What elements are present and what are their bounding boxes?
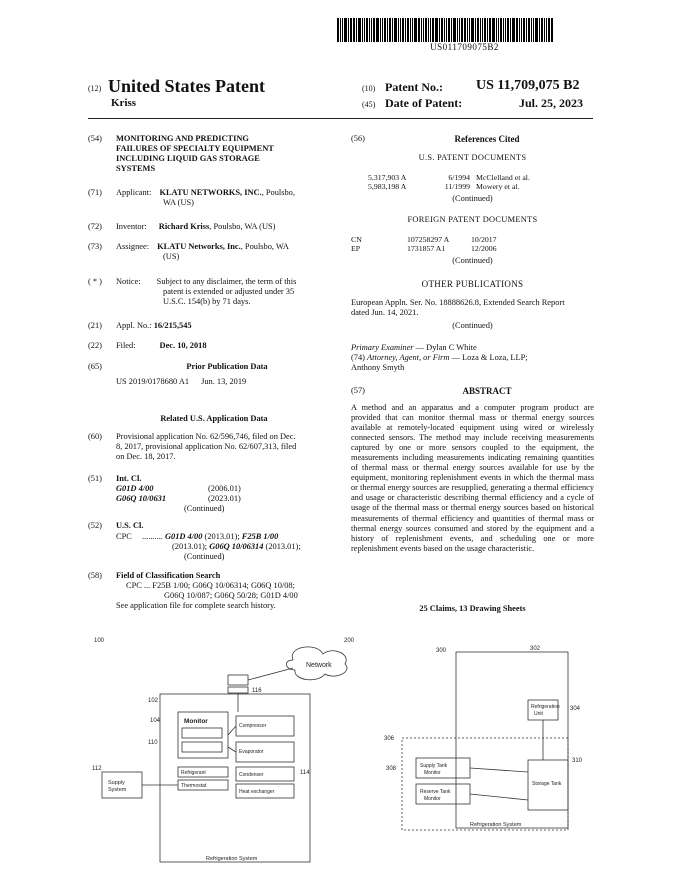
provisional-line: Provisional application No. 62/596,746, filed on Dec. bbox=[116, 432, 296, 441]
date-label: Date of Patent: bbox=[385, 96, 463, 110]
intcl-item bbox=[116, 484, 336, 494]
barcode-bar bbox=[414, 18, 417, 42]
intcl-list bbox=[116, 484, 336, 514]
barcode-bar bbox=[418, 18, 420, 42]
us-doc-name: Mowery et al. bbox=[476, 182, 520, 191]
ref-308: 308 bbox=[386, 766, 397, 772]
field-search bbox=[116, 581, 342, 611]
barcode-bar bbox=[421, 18, 422, 42]
foreign-doc-country: CN bbox=[351, 235, 362, 244]
examiner-name: — Dylan C White bbox=[413, 343, 477, 352]
foreign-doc-date: 10/2017 bbox=[471, 235, 497, 244]
barcode-bar bbox=[394, 18, 397, 42]
barcode-bar bbox=[402, 18, 404, 42]
applicant-location-2: WA (US) bbox=[163, 198, 194, 207]
refs-heading: References Cited bbox=[454, 134, 520, 144]
assignee-code: (73) bbox=[88, 242, 102, 251]
attorney-code: (74) bbox=[351, 353, 365, 362]
barcode-bar bbox=[441, 18, 443, 42]
barcode-bar bbox=[371, 18, 372, 42]
title-line: SYSTEMS bbox=[116, 164, 156, 173]
other-heading: OTHER PUBLICATIONS bbox=[421, 279, 524, 289]
prior-pub-date: Jun. 13, 2019 bbox=[201, 377, 247, 386]
barcode-bar bbox=[350, 18, 352, 42]
barcode-bar bbox=[373, 18, 375, 42]
reserve-tank-label: Reserve Tank bbox=[420, 789, 451, 795]
provisional-line: 8, 2017, provisional application No. 62/607,313, filed bbox=[116, 442, 297, 451]
us-docs-list bbox=[368, 173, 594, 191]
barcode-bar bbox=[516, 18, 518, 42]
supply-tank-label: Monitor bbox=[424, 770, 441, 776]
supply-tank-label: Supply Tank bbox=[420, 763, 448, 769]
filed-code: (22) bbox=[88, 341, 102, 350]
us-doc-date: 11/1999 bbox=[444, 182, 470, 191]
cpc-class: G01D 4/00 bbox=[164, 532, 203, 541]
other-publications bbox=[351, 298, 594, 318]
field-note: See application file for complete search history. bbox=[116, 601, 276, 610]
barcode-bar bbox=[533, 18, 534, 42]
network-label: Network bbox=[306, 662, 332, 669]
ref-304: 304 bbox=[570, 706, 581, 712]
barcode-bar bbox=[453, 18, 456, 42]
ref-114: 114 bbox=[300, 770, 310, 776]
applicant-code: (71) bbox=[88, 188, 102, 197]
barcode-bar bbox=[398, 18, 399, 42]
barcode-bar bbox=[464, 18, 466, 42]
prior-pub-number: US 2019/0178680 A1 bbox=[116, 377, 190, 386]
code-12: (12) bbox=[88, 84, 102, 93]
refrig-unit-label: Refrigeration bbox=[531, 704, 560, 710]
barcode-bar bbox=[457, 18, 458, 42]
applicant-location: , Poulsbo, bbox=[261, 188, 295, 197]
barcode-bar bbox=[526, 18, 527, 42]
field-line: CPC ... F25B 1/00; G06Q 10/06314; G06Q 10/08; bbox=[126, 581, 295, 590]
prior-heading: Prior Publication Data bbox=[186, 362, 268, 371]
assignee-name: KLATU Networks, Inc. bbox=[157, 242, 241, 251]
barcode-bar bbox=[492, 18, 495, 42]
barcode-bar bbox=[407, 18, 409, 42]
barcode-bar bbox=[496, 18, 497, 42]
header-rule bbox=[88, 118, 593, 119]
barcode-bar bbox=[364, 18, 365, 42]
barcode-bar bbox=[503, 18, 504, 42]
barcode-bar bbox=[507, 18, 509, 42]
barcode-bar bbox=[510, 18, 511, 42]
barcode-bar bbox=[400, 18, 401, 42]
figure-1-diagram bbox=[88, 632, 373, 872]
barcode-bar bbox=[461, 18, 463, 42]
attorney bbox=[351, 353, 594, 373]
barcode-bar bbox=[342, 18, 343, 42]
inventor bbox=[116, 222, 336, 232]
barcode-bar bbox=[348, 18, 349, 42]
notice bbox=[116, 277, 340, 307]
ref-110: 110 bbox=[148, 740, 158, 746]
reserve-tank-label: Monitor bbox=[424, 796, 441, 802]
document-type: United States Patent bbox=[108, 76, 265, 96]
refs-code: (56) bbox=[351, 134, 365, 143]
barcode-bar bbox=[448, 18, 450, 42]
assignee-location-2: (US) bbox=[163, 252, 180, 261]
heat-exchanger-label: Heat exchanger bbox=[239, 789, 275, 795]
cpc-version: (2013.01); bbox=[172, 542, 210, 551]
abstract-code: (57) bbox=[351, 386, 365, 395]
barcode-bar bbox=[435, 18, 438, 42]
foreign-heading: FOREIGN PATENT DOCUMENTS bbox=[407, 215, 538, 224]
abstract-heading: ABSTRACT bbox=[462, 386, 512, 396]
notice-line: Subject to any disclaimer, the term of this bbox=[156, 277, 297, 286]
barcode-bar bbox=[432, 18, 434, 42]
assignee-location: , Poulsbo, WA bbox=[240, 242, 289, 251]
barcode-bar bbox=[423, 18, 424, 42]
barcode bbox=[337, 18, 592, 42]
barcode-bar bbox=[475, 18, 476, 42]
field-line: G06Q 10/087; G06Q 50/28; G01D 4/00 bbox=[164, 591, 298, 600]
barcode-bar bbox=[387, 18, 388, 42]
barcode-bar bbox=[444, 18, 445, 42]
barcode-bar bbox=[392, 18, 393, 42]
intcl-class: G01D 4/00 bbox=[116, 484, 154, 493]
notice-line: U.S.C. 154(b) by 71 days. bbox=[163, 297, 251, 306]
refrigeration-system-label: Refrigeration System bbox=[470, 822, 522, 828]
applicant-label: Applicant: bbox=[116, 188, 152, 197]
barcode-bar bbox=[410, 18, 411, 42]
barcode-bar bbox=[384, 18, 386, 42]
barcode-bar bbox=[482, 18, 483, 42]
foreign-doc-num: 107258297 A bbox=[407, 235, 450, 244]
barcode-bar bbox=[546, 18, 547, 42]
barcode-bar bbox=[369, 18, 370, 42]
cpc-version: (2013.01); bbox=[202, 532, 242, 541]
intcl-class: G06Q 10/0631 bbox=[116, 494, 167, 503]
inventor-full-name: Richard Kriss bbox=[158, 222, 210, 231]
intcl-version: (2006.01) bbox=[208, 484, 241, 493]
attorney-name: — Loza & Loza, LLP; bbox=[449, 353, 528, 362]
title-line: MONITORING AND PREDICTING bbox=[116, 134, 249, 143]
prior-publication bbox=[116, 377, 338, 387]
provisional-code: (60) bbox=[88, 432, 102, 441]
barcode-bar bbox=[356, 18, 357, 42]
barcode-bar bbox=[471, 18, 474, 42]
barcode-bar bbox=[480, 18, 481, 42]
related-heading: Related U.S. Application Data bbox=[160, 414, 268, 423]
intcl-item bbox=[116, 494, 336, 504]
storage-tank-label: Storage Tank bbox=[532, 781, 562, 787]
foreign-doc-country: EP bbox=[351, 244, 361, 253]
filed-date: Dec. 10, 2018 bbox=[159, 341, 207, 350]
inventor-label: Inventor: bbox=[116, 222, 147, 231]
figure-2-diagram bbox=[380, 640, 595, 872]
title-line: FAILURES OF SPECIALTY EQUIPMENT bbox=[116, 144, 274, 153]
barcode-bar bbox=[380, 18, 381, 42]
foreign-doc-num: 1731857 A1 bbox=[407, 244, 446, 253]
ref-310: 310 bbox=[572, 758, 583, 764]
barcode-bar bbox=[498, 18, 499, 42]
barcode-bar bbox=[405, 18, 406, 42]
assignee bbox=[116, 242, 338, 262]
barcode-bar bbox=[489, 18, 491, 42]
examiner bbox=[351, 343, 594, 353]
provisional-line: on Dec. 18, 2017. bbox=[116, 452, 176, 461]
cpc-class: G06Q 10/06314 bbox=[209, 542, 264, 551]
thermostat-label: Thermostat bbox=[181, 783, 207, 789]
refrigeration-system-box bbox=[160, 694, 310, 862]
notice-code: ( * ) bbox=[88, 277, 102, 286]
field-heading: Field of Classification Search bbox=[116, 571, 221, 580]
code-45: (45) bbox=[362, 100, 376, 109]
inventor-surname: Kriss bbox=[111, 97, 137, 109]
evaporator-label: Evaporator bbox=[239, 749, 264, 755]
barcode-bar bbox=[521, 18, 522, 42]
barcode-bar bbox=[353, 18, 355, 42]
foreign-continued: (Continued) bbox=[452, 256, 493, 265]
applicant-name: KLATU NETWORKS, INC. bbox=[159, 188, 262, 197]
ref-102: 102 bbox=[148, 698, 159, 704]
us-doc-name: McClelland et al. bbox=[476, 173, 530, 182]
barcode-bar bbox=[412, 18, 413, 42]
title-code: (54) bbox=[88, 134, 102, 143]
barcode-bar bbox=[541, 18, 543, 42]
barcode-bar bbox=[548, 18, 550, 42]
assignee-label: Assignee: bbox=[116, 242, 150, 251]
monitor-label: Monitor bbox=[184, 718, 208, 725]
barcode-bar bbox=[539, 18, 540, 42]
barcode-bar bbox=[428, 18, 429, 42]
barcode-bar bbox=[358, 18, 361, 42]
foreign-doc-row bbox=[351, 235, 591, 244]
foreign-doc-date: 12/2006 bbox=[471, 244, 497, 253]
supply-label: Supply bbox=[108, 780, 125, 786]
barcode-bar bbox=[366, 18, 368, 42]
notice-label: Notice: bbox=[116, 277, 141, 286]
barcode-bar bbox=[467, 18, 468, 42]
refrigeration-unit-box bbox=[528, 700, 558, 720]
prior-code: (65) bbox=[88, 362, 102, 371]
cpc-version: (2013.01); bbox=[263, 542, 301, 551]
ref-302: 302 bbox=[530, 646, 541, 652]
intcl-code: (51) bbox=[88, 474, 102, 483]
claims-summary: 25 Claims, 13 Drawing Sheets bbox=[419, 604, 526, 613]
us-doc-num: 5,983,198 A bbox=[368, 182, 407, 191]
barcode-bar bbox=[439, 18, 440, 42]
inventor-code: (72) bbox=[88, 222, 102, 231]
barcode-bar bbox=[382, 18, 383, 42]
inventor-location: , Poulsbo, WA (US) bbox=[209, 222, 276, 231]
condenser-label: Condenser bbox=[239, 772, 264, 778]
filed bbox=[116, 341, 207, 351]
ref-112: 112 bbox=[92, 766, 102, 772]
us-doc-num: 5,317,903 A bbox=[368, 173, 407, 182]
applicant bbox=[116, 188, 336, 208]
barcode-bar bbox=[531, 18, 532, 42]
barcode-bar bbox=[505, 18, 506, 42]
field-code: (58) bbox=[88, 571, 102, 580]
uscl-continued: (Continued) bbox=[184, 552, 225, 561]
ref-306: 306 bbox=[384, 736, 395, 742]
barcode-bar bbox=[544, 18, 545, 42]
refrigeration-unit-outline bbox=[456, 652, 568, 828]
patent-title bbox=[116, 134, 336, 174]
refrig-unit-label: Unit bbox=[534, 711, 543, 717]
attorney-name-2: Anthony Smyth bbox=[351, 363, 405, 372]
barcode-bar bbox=[469, 18, 470, 42]
application-number bbox=[116, 321, 192, 331]
barcode-bar bbox=[551, 18, 553, 42]
provisional-applications bbox=[116, 432, 342, 462]
abstract-text: A method and an apparatus and a computer program product are provided that can monitor thermal mass or thermal energy sources available at remotely-located equipment using wired or wirelessly connected sensors. The method may include receiving measurements captured by one or more sensors coupled to the equipment, the measurements including measurements indicating remaining quantities of thermal mass or thermal energy sources available for use by the equipment, monitoring replenishment events in which the thermal mass or thermal energy sources are resupplied, generating a thermal efficiency and usage or characteristic describing thermal efficiency and a cycle of usage of the thermal mass or thermal energy sources based on historical measurements of thermal efficiency and quantities of thermal mass or thermal energy sources consumed and stored by the equipment and a history of replenishment events, and scheduling one or more replenishment events based on the usage characteristic. bbox=[351, 403, 594, 553]
barcode-bar bbox=[344, 18, 347, 42]
foreign-doc-row bbox=[351, 244, 591, 253]
intcl-continued: (Continued) bbox=[184, 504, 225, 513]
intcl-heading: Int. Cl. bbox=[116, 474, 142, 483]
code-10: (10) bbox=[362, 84, 376, 93]
patent-date: Jul. 25, 2023 bbox=[519, 96, 584, 110]
other-line: European Appln. Ser. No. 18888626.8, Extended Search Report bbox=[351, 298, 565, 307]
barcode-bar bbox=[340, 18, 341, 42]
compressor-label: Compressor bbox=[239, 723, 267, 729]
notice-line: patent is extended or adjusted under 35 bbox=[163, 287, 295, 296]
patent-no: US 11,709,075 B2 bbox=[476, 78, 580, 93]
cpc-label: CPC bbox=[116, 532, 132, 541]
barcode-number: US011709075B2 bbox=[430, 42, 499, 52]
barcode-bar bbox=[389, 18, 391, 42]
appl-label: Appl. No.: bbox=[116, 321, 152, 330]
us-docs-heading: U.S. PATENT DOCUMENTS bbox=[418, 153, 527, 162]
barcode-bar bbox=[425, 18, 427, 42]
barcode-bar bbox=[376, 18, 379, 42]
ref-116: 116 bbox=[252, 688, 262, 694]
barcode-bar bbox=[430, 18, 431, 42]
foreign-docs-list bbox=[351, 235, 591, 253]
us-doc-date: 6/1994 bbox=[448, 173, 470, 182]
barcode-bar bbox=[487, 18, 488, 42]
ref-104: 104 bbox=[150, 718, 161, 724]
appl-no: 16/215,545 bbox=[153, 321, 192, 330]
uscl-cpc bbox=[116, 532, 342, 562]
barcode-bar bbox=[484, 18, 486, 42]
barcode-bar bbox=[535, 18, 538, 42]
barcode-bar bbox=[362, 18, 363, 42]
barcode-bar bbox=[337, 18, 339, 42]
appl-code: (21) bbox=[88, 321, 102, 330]
other-continued: (Continued) bbox=[452, 321, 493, 330]
uscl-heading: U.S. Cl. bbox=[116, 521, 144, 530]
uscl-code: (52) bbox=[88, 521, 102, 530]
barcode-bar bbox=[459, 18, 460, 42]
refrigeration-label: Refrigeration System bbox=[206, 856, 258, 862]
ref-200: 200 bbox=[344, 638, 355, 644]
us-docs-continued: (Continued) bbox=[452, 194, 493, 203]
intcl-version: (2023.01) bbox=[208, 494, 241, 503]
patent-no-label: Patent No.: bbox=[385, 80, 443, 94]
cpc-class: F25B 1/00 bbox=[241, 532, 279, 541]
barcode-bar bbox=[528, 18, 530, 42]
barcode-bar bbox=[523, 18, 525, 42]
examiner-label: Primary Examiner bbox=[351, 343, 414, 352]
title-line: INCLUDING LIQUID GAS STORAGE bbox=[116, 154, 260, 163]
barcode-bar bbox=[477, 18, 479, 42]
barcode-bar bbox=[500, 18, 502, 42]
other-line: dated Jun. 14, 2021. bbox=[351, 308, 419, 317]
supply-label: System bbox=[108, 787, 127, 793]
ref-300: 300 bbox=[436, 648, 447, 654]
us-doc-row bbox=[368, 173, 594, 182]
attorney-label: Attorney, Agent, or Firm bbox=[367, 353, 450, 362]
barcode-bar bbox=[446, 18, 447, 42]
barcode-bar bbox=[451, 18, 452, 42]
ref-100: 100 bbox=[94, 638, 105, 644]
barcode-bar bbox=[512, 18, 515, 42]
cpc-dots: .......... bbox=[141, 532, 163, 541]
barcode-bar bbox=[519, 18, 520, 42]
us-doc-row bbox=[368, 182, 594, 191]
refrigerant-label: Refrigerant bbox=[181, 770, 206, 776]
filed-label: Filed: bbox=[116, 341, 136, 350]
